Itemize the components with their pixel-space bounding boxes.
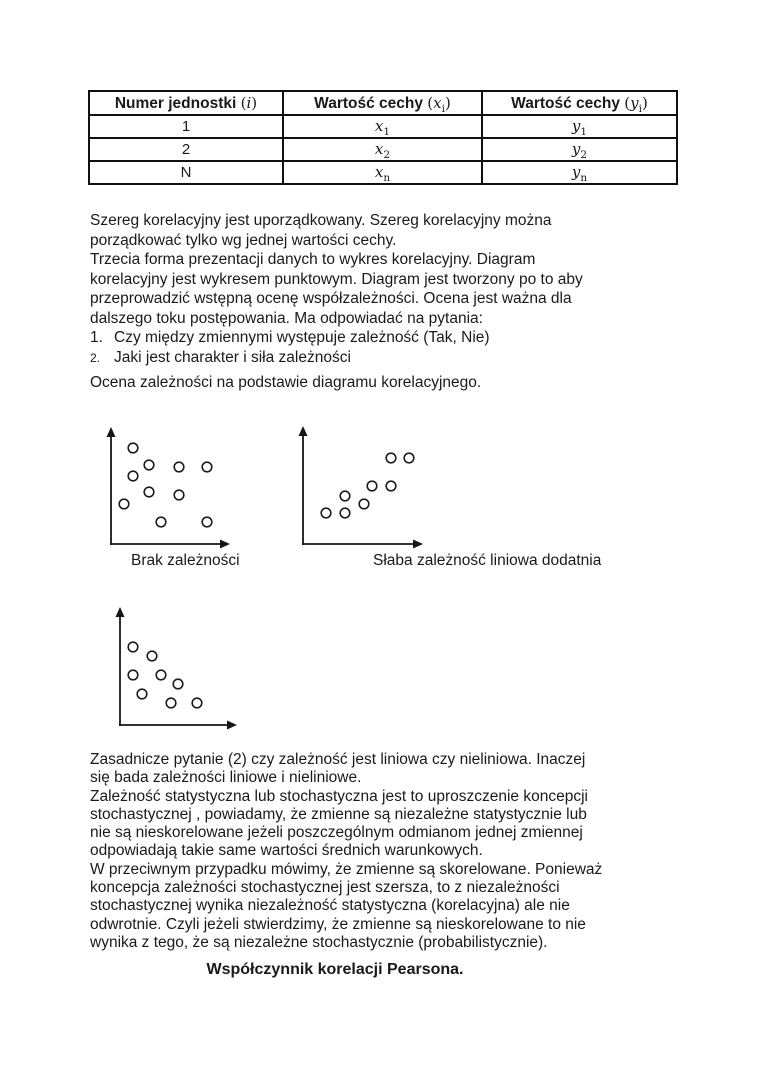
text-line: odpowiadają takie same wartości średnich warunkowych. — [90, 842, 483, 860]
intro-paragraph — [90, 211, 583, 367]
data-point — [202, 517, 212, 527]
text-line: Zasadnicze pytanie (2) czy zależność jest liniowa czy nieliniowa. Inaczej — [90, 751, 586, 768]
data-point — [119, 499, 129, 509]
table-header-cell — [283, 91, 482, 115]
plot-caption: Brak zależności — [131, 552, 240, 569]
text-line: nie są nieskorelowane jeżeli poszczególnym odmianom jednej zmiennej — [90, 824, 583, 842]
header-math: $(x_i)$ — [427, 93, 451, 115]
list-item-text: Jaki jest charakter i siła zależności — [114, 348, 351, 366]
data-point — [192, 698, 202, 708]
table-row — [89, 115, 677, 138]
data-point — [340, 508, 350, 518]
text-line: przeprowadzić wstępną ocenę współzależności. Ocena jest ważna dla — [90, 290, 572, 307]
table-cell: 1 — [89, 115, 283, 138]
data-point — [128, 471, 138, 481]
data-point — [147, 651, 157, 661]
numbered-list-item — [90, 328, 583, 348]
header-label: Wartość cechy — [314, 94, 423, 112]
text-line: W przeciwnym przypadku mówimy, że zmienne są skorelowane. Ponieważ — [90, 860, 603, 878]
table-header-cell — [89, 91, 283, 115]
data-point — [137, 689, 147, 699]
section-heading: Współczynnik korelacji Pearsona. — [206, 961, 464, 978]
header-math: (i) — [240, 93, 258, 112]
table-cell: $y_2$ — [482, 138, 677, 161]
data-point — [144, 460, 154, 470]
data-point — [386, 453, 396, 463]
scatter-plot-slaba-zaleznosc — [295, 426, 430, 552]
text-line: Zależność statystyczna lub stochastyczna jest to uproszczenie koncepcji — [90, 787, 588, 805]
text-line: stochastycznej , powiadamy, że zmienne są niezależne statystycznie lub — [90, 805, 587, 823]
data-point — [128, 642, 138, 652]
table-header-row — [89, 91, 677, 115]
text-line: się bada zależności liniowe i nieliniowe. — [90, 769, 362, 787]
body-paragraphs — [90, 751, 602, 952]
data-point — [128, 443, 138, 453]
table-row — [89, 161, 677, 184]
arrow-up-icon — [299, 426, 308, 436]
data-point — [128, 670, 138, 680]
text-line: dalszego toku postępowania. Ma odpowiadać na pytania: — [90, 309, 483, 327]
table-cell: $x_n$ — [283, 161, 482, 184]
text-line: koncepcja zależności stochastycznej jest szersza, to z niezależności — [90, 879, 560, 897]
header-label: Numer jednostki — [114, 94, 237, 112]
correlation-data-table — [88, 90, 678, 185]
data-point — [144, 487, 154, 497]
scatter-plot-zaleznosc-ujemna — [110, 606, 245, 734]
arrow-right-icon — [220, 540, 230, 549]
table-cell: $x_2$ — [283, 138, 482, 161]
scatter-plot-brak-zaleznosci — [98, 426, 238, 552]
arrow-right-icon — [227, 721, 237, 730]
list-item-text: Czy między zmiennymi występuje zależność (Tak, Nie) — [114, 329, 490, 346]
ocena-sentence: Ocena zależności na podstawie diagramu korelacyjnego. — [90, 374, 482, 391]
data-point — [174, 462, 184, 472]
list-marker: 1. — [90, 329, 103, 346]
header-label: Wartość cechy — [511, 94, 620, 112]
data-point — [367, 481, 377, 491]
plot-caption: Słaba zależność liniowa dodatnia — [373, 552, 602, 569]
data-point — [173, 679, 183, 689]
table-header-cell — [482, 91, 677, 115]
table-cell: $y_1$ — [482, 115, 677, 138]
table-cell: N — [89, 161, 283, 184]
data-point — [174, 490, 184, 500]
text-line: porządkować tylko wg jednej wartości cechy. — [90, 231, 397, 249]
data-point — [321, 508, 331, 518]
arrow-up-icon — [107, 427, 116, 437]
data-point — [166, 698, 176, 708]
data-point — [386, 481, 396, 491]
text-line: korelacyjny jest wykresem punktowym. Diagram jest tworzony po to aby — [90, 270, 583, 288]
list-marker: 2. — [90, 350, 101, 365]
text-line: stochastycznej wynika niezależność statystyczna (korelacyjna) ale nie — [90, 897, 570, 915]
text-line: Szereg korelacyjny jest uporządkowany. Szereg korelacyjny można — [90, 212, 552, 229]
data-point — [340, 491, 350, 501]
data-point — [202, 462, 212, 472]
text-line: Trzecia forma prezentacji danych to wykres korelacyjny. Diagram — [90, 251, 536, 268]
data-point — [156, 670, 166, 680]
numbered-list-item — [90, 348, 583, 368]
data-point — [156, 517, 166, 527]
data-point — [359, 499, 369, 509]
arrow-up-icon — [116, 607, 125, 617]
table-cell: $y_n$ — [482, 161, 677, 184]
text-line: odwrotnie. Czyli jeżeli stwierdzimy, że zmienne są nieskorelowane to nie — [90, 915, 586, 933]
text-line: wynika z tego, że są niezależne stochastycznie (probabilistycznie). — [90, 933, 548, 951]
table-cell: $x_1$ — [283, 115, 482, 138]
header-math: $(y_i)$ — [624, 93, 648, 115]
table-row — [89, 138, 677, 161]
data-point — [404, 453, 414, 463]
arrow-right-icon — [413, 540, 423, 549]
table-cell: 2 — [89, 138, 283, 161]
